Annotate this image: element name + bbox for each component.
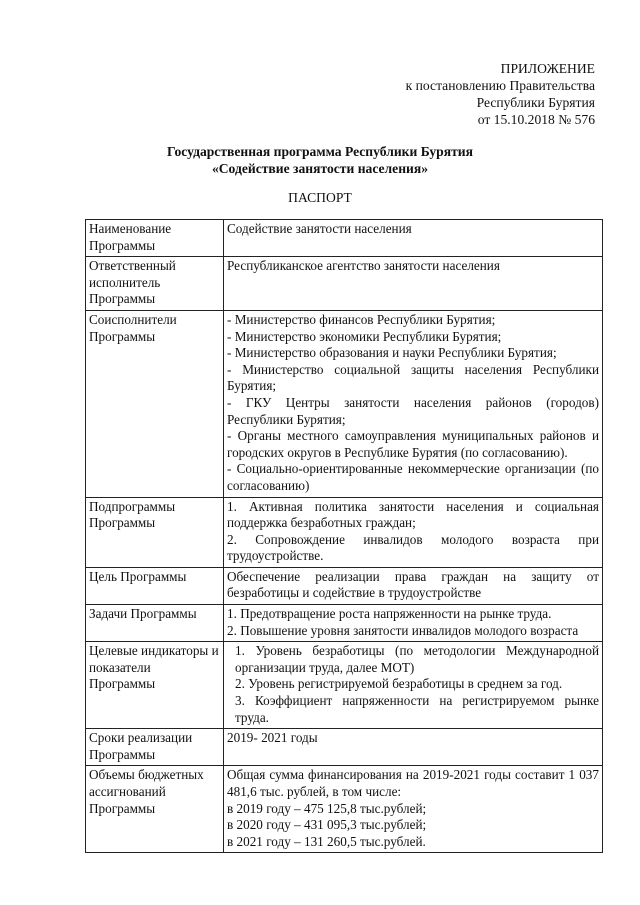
table-row	[86, 766, 603, 853]
table-row	[86, 310, 603, 497]
value-line: 1. Уровень безработицы (по методологии Международной организации труда, далее МОТ)	[235, 643, 599, 675]
appendix-header	[406, 60, 595, 128]
row-label: Наименование Программы	[86, 220, 224, 257]
appendix-line-date: от 15.10.2018 № 576	[477, 112, 595, 127]
row-label: Цель Программы	[86, 567, 224, 604]
value-line: в 2020 году – 431 095,3 тыс.рублей;	[227, 817, 427, 833]
program-title	[0, 143, 640, 177]
table-row	[86, 605, 603, 642]
table-row	[86, 220, 603, 257]
table-row	[86, 497, 603, 567]
value-line: Обеспечение реализации права граждан на защиту от безработицы и содействие в трудоустройстве	[227, 568, 599, 601]
row-value	[224, 605, 603, 642]
row-label: Соисполнители Программы	[86, 310, 224, 497]
value-line: - Министерство социальной защиты населения Республики Бурятия;	[227, 361, 599, 394]
row-value	[224, 310, 603, 497]
table-row	[86, 567, 603, 604]
value-line: 1. Предотвращение роста напряженности на рынке труда.	[227, 606, 552, 622]
value-line: 2. Уровень регистрируемой безработицы в среднем за год.	[235, 676, 563, 692]
value-line: Республиканское агентство занятости населения	[227, 258, 500, 274]
row-label: Задачи Программы	[86, 605, 224, 642]
value-line: 2019- 2021 годы	[227, 730, 318, 746]
value-line: - Министерство финансов Республики Бурятия;	[227, 311, 496, 327]
table-row	[86, 642, 603, 729]
passport-table	[85, 219, 603, 853]
row-value	[224, 567, 603, 604]
value-line: Общая сумма финансирования на 2019-2021 годы составит 1 037 481,6 тыс. рублей, в том числе:	[227, 767, 599, 799]
value-line: - Социально-ориентированные некоммерческие организации (по согласованию)	[227, 461, 599, 493]
row-label: Подпрограммы Программы	[86, 497, 224, 567]
appendix-line-republic: Республики Бурятия	[476, 95, 595, 110]
row-value	[224, 497, 603, 567]
row-value	[224, 729, 603, 766]
value-line: 1. Активная политика занятости населения и социальная поддержка безработных граждан;	[227, 498, 599, 531]
appendix-label: ПРИЛОЖЕНИЕ	[500, 61, 595, 76]
program-title-line-1: Государственная программа Республики Бурятия	[167, 144, 473, 159]
value-line: - ГКУ Центры занятости населения районов (городов) Республики Бурятия;	[227, 394, 599, 427]
row-value	[224, 220, 603, 257]
passport-heading: ПАСПОРТ	[288, 190, 352, 205]
row-label: Целевые индикаторы и показатели Программы	[86, 642, 224, 729]
row-value	[224, 257, 603, 311]
appendix-line-decree: к постановлению Правительства	[405, 78, 595, 93]
value-line: 3. Коэффициент напряженности на регистрируемом рынке труда.	[235, 693, 599, 725]
row-label: Объемы бюджетных ассигнований Программы	[86, 766, 224, 853]
row-label: Сроки реализации Программы	[86, 729, 224, 766]
row-label: Ответственный исполнитель Программы	[86, 257, 224, 311]
value-line: 2. Сопровождение инвалидов молодого возраста при трудоустройстве.	[227, 531, 599, 564]
row-value	[224, 766, 603, 853]
table-row	[86, 729, 603, 766]
table-row	[86, 257, 603, 311]
value-line: в 2019 году – 475 125,8 тыс.рублей;	[227, 800, 427, 816]
value-line: - Министерство экономики Республики Бурятия;	[227, 328, 502, 344]
value-line: в 2021 году – 131 260,5 тыс.рублей.	[227, 833, 426, 849]
program-title-line-2: «Содействие занятости населения»	[211, 161, 429, 176]
value-line: - Органы местного самоуправления муниципальных районов и городских округов в Республике Бурятия (по согласованию).	[227, 428, 599, 460]
row-value	[224, 642, 603, 729]
value-line: 2. Повышение уровня занятости инвалидов молодого возраста	[227, 622, 579, 638]
value-line: Содействие занятости населения	[227, 221, 412, 236]
value-line: - Министерство образования и науки Республики Бурятия;	[227, 345, 557, 361]
